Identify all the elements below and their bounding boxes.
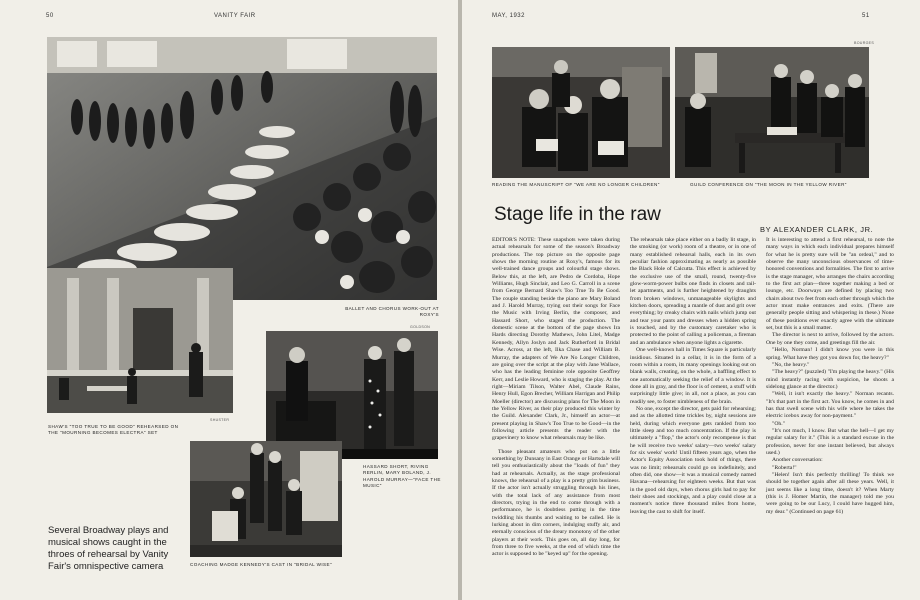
photo-credit-shuster: SHUSTER	[210, 418, 230, 422]
ballet-rehearsal-photo	[47, 37, 437, 300]
column-2-paragraph: The rehearsals take place either on a badly lit stage, in the smoking (or work) room of a theatre, or in one of many established rehearsal halls, each in its own peculiar fashion approximating as nearly as possible the Black Hole of Calcutta. This effect is achieved by the exclusive use of the small, round, twenty-five glow-worm-power bulbs one finds in closets and rail-let apartments, and is further heightened by draughts from broken windows, unmanageable skylights and kitchen doors, spreading a mantle of dust and grit over everything; by creaky chairs with nails which jump out and tear your pants and dresses when a hidden spring is touched, and by the customary caretaker who is protected to the point of calling a policeman, a fireman and an ambulance when anyone lights a cigarette.	[630, 237, 756, 346]
page-deck: Several Broadway plays and musical shows caught in the throes of rehearsal by Vanity Fair's omnispective camera	[48, 525, 169, 572]
article-column-3	[766, 237, 894, 516]
column-3-paragraph: "Roberta!"	[772, 464, 797, 471]
column-3-paragraph: "The heavy?" (puzzled) "I'm playing the heavy." (His mind instantly racing with suspicion, he shoots a sidelong glance at the director.)	[766, 369, 894, 390]
article-byline: BY ALEXANDER CLARK, JR.	[760, 225, 874, 234]
manuscript-reading-photo	[492, 47, 670, 178]
column-3-paragraph: "Helen! Isn't this perfectly thrilling! To think we should be together again after all these years. Well, it just seems like a long time, doesn't it? When Marty (this is J. Homer Martin, the manager) told me you were going to be our Lucy, I could have hugged him, my dear." (Continued on page 61)	[766, 472, 894, 515]
bridal-wise-photo	[190, 441, 342, 557]
face-the-music-caption: HASSARD SHORT, RIVING RERLIN, MARY BOLAND, J. HAROLD MURRAY—"FACE THE MUSIC"	[363, 464, 441, 489]
manuscript-caption: READING THE MANUSCRIPT OF "WE ARE NO LONGER CHILDREN"	[492, 182, 660, 187]
page-number: 50	[46, 13, 54, 19]
column-3-paragraph: "No, the heavy."	[772, 361, 810, 368]
column-3-paragraph: "Oh."	[772, 420, 786, 427]
column-3-paragraph: It is interesting to attend a first rehearsal, to note the many ways in which each individual prepares himself for what he is pretty sure will be "an ordeal," and to observe the many unconscious observances of time-honored conventions and formalities. The first to arrive is the stage manager, who arranges the chairs according to the first act plan—three together making a bed or lounge, etc. Doorways are defined by placing two chairs about two feet from each other through which the actor must make entrances and exits. (There are generally people sitting and whispering in these.) None of these positions ever exactly agree with the ultimate set, but this is a small matter.	[766, 237, 894, 332]
column-3-paragraph: "Well, it isn't exactly the heavy." Norman recants. "It's that part in the first act. You know, he comes in and has that swell scene with his wife where he takes the electric icebox away for non-payment."	[766, 391, 894, 420]
ballet-caption: BALLET AND CHORUS WORK-OUT AT ROXY'S	[345, 306, 439, 318]
article-column-1	[492, 237, 620, 559]
page-number-right: 51	[862, 13, 870, 19]
right-page	[462, 0, 920, 600]
article-column-2	[630, 237, 756, 516]
column-3-paragraph: "It's not much, I know. But what the hell—I get my regular salary for it." (This is a standard excuse in the profession, never for one instant believed, but always used.)	[766, 427, 894, 456]
issue-date: MAY, 1932	[492, 13, 525, 19]
guild-caption: GUILD CONFERENCE ON "THE MOON IN THE YELLOW RIVER"	[690, 182, 847, 187]
shaw-caption: SHAW'S "TOO TRUE TO BE GOOD" REHEARSED ON THE "MOURNING BECOMES ELECTRA" SET	[48, 424, 179, 436]
shaw-rehearsal-photo	[47, 268, 233, 413]
left-page	[0, 0, 458, 600]
magazine-title: VANITY FAIR	[214, 13, 256, 19]
bridal-wise-caption: COACHING MADGE KENNEDY'S CAST IN "BRIDAL WISE"	[190, 562, 332, 567]
column-3-paragraph: Another conversation:	[772, 457, 823, 464]
photo-credit-bourges: BOURGES	[854, 41, 875, 45]
face-the-music-photo	[266, 331, 438, 459]
photo-credit-goldson: GOLDSON	[410, 325, 431, 329]
column-3-paragraph: The director is next to arrive, followed by the actors. One by one they come, and greetings fill the air.	[766, 332, 894, 346]
editors-note: EDITOR'S NOTE: These snapshots were taken during actual rehearsals for some of the season's Broadway productions. The top picture on the opposite page shows the morning routine at Roxy's, famous for its well-trained dance groups and colourful stage shows. Below this, at the left, are Pedro de Cordoba, Hope Williams, Hugh Sinclair, and Leo G. Carroll in a scene from George Bernard Shaw's Too True To Be Good. The couple standing beside the piano are Mary Boland and J. Harold Murray, trying out their songs for Face the Music with Irving Berlin, the composer, and Hassard Short, who staged the production. The domestic scene at the bottom of the page shows Ira Hards directing Dorothy Mathews, John Litel, Madge Kennedy, Allyn Joslyn and Jack Rutherford in Bridal Wise. Across, at the left, Ilka Chase and William B. Murray, the adapters of We Are No Longer Children, are going over the script at the play with Jane Wallace, who has the leading feminine role opposite Geoffrey Kerr, and Leslie Howard, who is staging the play. At the right—Miriam Tilson, Walter Abel, Claude Rains, Henry Hull, Egon Brecher, William Harrigan and Philip Moeller (director) are discussing plans for The Moon in the Yellow River, as their play produced this winter by the Guild. Alexander Clark, Jr., himself an actor—at present playing in Shaw's Too True to be Good—in the following article presents the reader with the grapevinery to know what rehearsals may be like.	[492, 237, 620, 442]
column-3-paragraph: "Hello, Norman! I didn't know you were in this spring. What have they got you down for, the heavy?"	[766, 347, 894, 361]
column-1-paragraph: Those pleasant amateurs who put on a little something by Dunsany in East Orange or Hartsdale will tell you enthusiastically about the "loads of fun" they had at rehearsals. Actually, as the stage professional knows, the rehearsal of a play is a pretty grim business. If the actor isn't actually struggling through his lines, with the total lack of any assistance from most directors, trying in the end to come through with a performance, he is doubtless putting in the time twiddling his thumbs and waiting to be called. He is lurking about in dim corners, indulging stuffy air, and eternally conscious of the dreary monotony of the other players at their work. This goes on, all day long, for from three to five weeks, at the end of which time the actor is supposed to be "keyed up" for the opening.	[492, 448, 620, 558]
column-2-paragraph: No one, except the director, gets paid for rehearsing; and as the allotted time trickles by, night sessions are held, during which everyone gets rankled from too little sleep and too much concentration. If the play is ultimately a "flop," the actor's only recompense is that he will receive two weeks' salary—two weeks' salary for six weeks' work! Until fifteen years ago, when the Actor's Equity Association took hold of things, there was no limit; rehearsals could go on indefinitely, and often did, one show—it was a musical comedy named Havana—rehearsing for eighteen weeks. But that was in the good old days, when chorus girls had to pay for their shoes and stockings, and a play could close at a moment's notice three thousand miles from home, leaving the cast to shift for itself.	[630, 405, 756, 515]
article-headline: Stage life in the raw	[494, 204, 661, 225]
guild-conference-photo	[675, 47, 869, 178]
column-2-paragraph: One well-known hall in Times Square is particularly insidious. Situated in a cellar, it is in the form of a room within a room, its many openings looking out on blank walls, creating, on the whole, a baffling effect to one automatically seeking the relief of a window. It is done all in gray, and the floor is of cement, a stuff with surprisingly little give; in all, not a place, as you can readily see, to foster nimbleness of the brain.	[630, 347, 756, 405]
